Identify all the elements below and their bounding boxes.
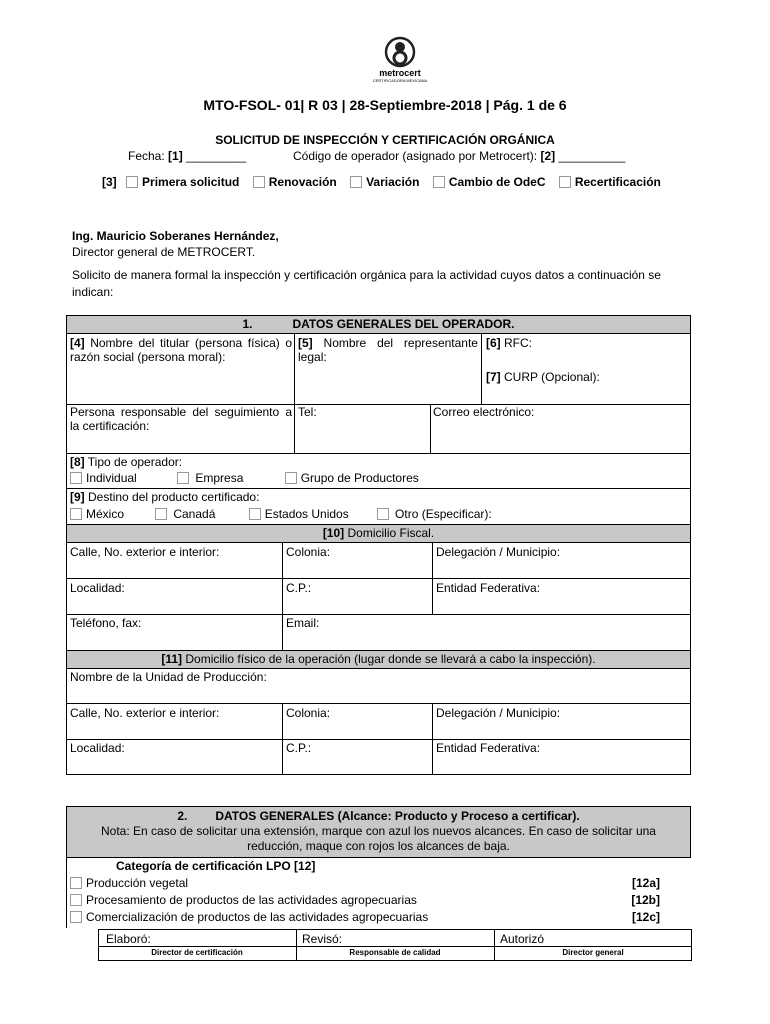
option-recertificacion[interactable] bbox=[559, 175, 661, 189]
fecha-label: Fecha: bbox=[128, 149, 165, 163]
section1-number: 1. bbox=[242, 317, 253, 331]
intro-text: Solicito de manera formal la inspección y certificación orgánica para la actividad cuyos datos a continuación se indican: bbox=[72, 268, 661, 299]
scope-item[interactable] bbox=[70, 876, 660, 890]
role-responsable-calidad: Responsable de calidad bbox=[349, 948, 441, 957]
fisico-cp[interactable]: C.P.: bbox=[286, 741, 312, 755]
option-label: Estados Unidos bbox=[264, 507, 349, 521]
scope-label: Producción vegetal bbox=[86, 876, 189, 890]
checkbox[interactable] bbox=[559, 176, 571, 188]
checkbox[interactable] bbox=[70, 877, 82, 889]
checkbox[interactable] bbox=[126, 176, 138, 188]
fecha-blank: _________ bbox=[186, 149, 247, 163]
checkbox[interactable] bbox=[70, 508, 82, 520]
section1-header bbox=[66, 315, 691, 334]
option-label: Grupo de Productores bbox=[300, 471, 419, 485]
field-correo[interactable]: Correo electrónico: bbox=[433, 405, 535, 419]
metrocert-logo bbox=[372, 36, 428, 86]
f9-ref: [9] bbox=[70, 490, 85, 504]
autorizo-label: Autorizó bbox=[500, 932, 545, 946]
fiscal-delegacion[interactable]: Delegación / Municipio: bbox=[436, 545, 561, 559]
option-label: Renovación bbox=[268, 175, 337, 189]
logo-tagline: CERTIFICADORA MEXICANA bbox=[372, 78, 428, 83]
reviso-label: Revisó: bbox=[302, 932, 343, 946]
fisico-delegacion[interactable]: Delegación / Municipio: bbox=[436, 706, 561, 720]
f11-label: Domicilio físico de la operación (lugar donde se llevará a cabo la inspección). bbox=[185, 652, 596, 666]
fiscal-entidad[interactable]: Entidad Federativa: bbox=[436, 581, 541, 595]
f4-label: Nombre del titular (persona física) o razón social (persona moral): bbox=[70, 336, 292, 364]
field-tipo-operador bbox=[70, 455, 182, 469]
addressee-role: Director general de METROCERT. bbox=[72, 245, 256, 259]
option-label: Cambio de OdeC bbox=[448, 175, 546, 189]
field-destino bbox=[70, 490, 259, 504]
checkbox[interactable] bbox=[249, 508, 261, 520]
checkbox[interactable] bbox=[253, 176, 265, 188]
checkbox[interactable] bbox=[433, 176, 445, 188]
f7-label: CURP (Opcional): bbox=[504, 370, 600, 384]
scope-label: Procesamiento de productos de las actividades agropecuarias bbox=[86, 893, 417, 907]
doc-header: MTO-FSOL- 01| R 03 | 28-Septiembre-2018 | Pág. 1 de 6 bbox=[203, 97, 567, 113]
option-otro[interactable] bbox=[377, 507, 492, 521]
f10-label: Domicilio Fiscal. bbox=[347, 526, 435, 540]
f5-label: Nombre del representante legal: bbox=[298, 336, 478, 364]
f11-ref: [11] bbox=[161, 652, 183, 666]
scope-item[interactable] bbox=[70, 910, 660, 924]
field-rfc[interactable] bbox=[486, 336, 532, 350]
field-responsable[interactable]: Persona responsable del seguimiento a la certificación: bbox=[70, 405, 292, 433]
request-ref: [3] bbox=[102, 175, 117, 189]
option-label: Variación bbox=[366, 175, 420, 189]
option-variacion[interactable] bbox=[350, 175, 419, 189]
addressee-name: Ing. Mauricio Soberanes Hernández, bbox=[72, 229, 279, 243]
fiscal-colonia[interactable]: Colonia: bbox=[286, 545, 331, 559]
section1-title: DATOS GENERALES DEL OPERADOR. bbox=[292, 317, 515, 331]
role-director-certificacion: Director de certificación bbox=[151, 948, 243, 957]
f10-ref: [10] bbox=[322, 526, 345, 540]
codigo-field[interactable] bbox=[293, 149, 625, 163]
scope-ref: [12b] bbox=[631, 893, 660, 907]
option-label: Individual bbox=[86, 471, 137, 485]
elaboro-label: Elaboró: bbox=[106, 932, 151, 946]
option-mexico[interactable] bbox=[70, 507, 152, 521]
checkbox[interactable] bbox=[70, 911, 82, 923]
option-cambio-odec[interactable] bbox=[433, 175, 546, 189]
f8-ref: [8] bbox=[70, 455, 85, 469]
section2-note: Nota: En caso de solicitar una extensión, marque con azul los nuevos alcances. En caso de solicitar una reducción, maque con rojos los alcances de baja. bbox=[101, 824, 656, 853]
codigo-label: Código de operador (asignado por Metrocert): bbox=[293, 149, 538, 163]
checkbox[interactable] bbox=[70, 894, 82, 906]
option-label: Empresa bbox=[195, 471, 244, 485]
f5-ref: [5] bbox=[298, 336, 313, 350]
fisico-calle[interactable]: Calle, No. exterior e interior: bbox=[70, 706, 220, 720]
checkbox[interactable] bbox=[70, 472, 82, 484]
option-grupo[interactable] bbox=[285, 471, 419, 485]
checkbox[interactable] bbox=[285, 472, 297, 484]
option-label: México bbox=[86, 507, 125, 521]
option-label: Primera solicitud bbox=[142, 175, 240, 189]
category-title: Categoría de certificación LPO [12] bbox=[116, 859, 316, 873]
f4-ref: [4] bbox=[70, 336, 85, 350]
destinations bbox=[70, 507, 492, 521]
scope-label: Comercialización de productos de las actividades agropecuarias bbox=[86, 910, 429, 924]
option-primera[interactable] bbox=[126, 175, 239, 189]
fisico-colonia[interactable]: Colonia: bbox=[286, 706, 331, 720]
fecha-field[interactable] bbox=[128, 149, 246, 163]
option-canada[interactable] bbox=[155, 507, 245, 521]
option-eu[interactable] bbox=[249, 507, 374, 521]
role-director-general: Director general bbox=[562, 948, 624, 957]
checkbox[interactable] bbox=[350, 176, 362, 188]
field-tel[interactable]: Tel: bbox=[298, 405, 317, 419]
fecha-ref: [1] bbox=[168, 149, 183, 163]
codigo-blank: __________ bbox=[558, 149, 626, 163]
option-renovacion[interactable] bbox=[253, 175, 337, 189]
f6-label: RFC: bbox=[504, 336, 533, 350]
option-empresa[interactable] bbox=[177, 471, 281, 485]
codigo-ref: [2] bbox=[540, 149, 556, 163]
logo-name: metrocert bbox=[379, 68, 421, 78]
option-individual[interactable] bbox=[70, 471, 174, 485]
metrocert-logo-mark bbox=[382, 36, 418, 68]
fiscal-cp[interactable]: C.P.: bbox=[286, 581, 312, 595]
option-label: Otro (Especificar): bbox=[395, 507, 492, 521]
fisico-localidad[interactable]: Localidad: bbox=[70, 741, 125, 755]
section2-title: DATOS GENERALES (Alcance: Producto y Proceso a certificar). bbox=[215, 809, 580, 823]
f9-label: Destino del producto certificado: bbox=[88, 490, 260, 504]
f6-ref: [6] bbox=[486, 336, 501, 350]
section2-header bbox=[66, 806, 691, 858]
fiscal-telefono[interactable]: Teléfono, fax: bbox=[70, 616, 142, 630]
fiscal-email[interactable]: Email: bbox=[286, 616, 320, 630]
scope-ref: [12c] bbox=[631, 910, 660, 924]
fiscal-calle[interactable]: Calle, No. exterior e interior: bbox=[70, 545, 220, 559]
fisico-entidad[interactable]: Entidad Federativa: bbox=[436, 741, 541, 755]
option-label: Canadá bbox=[173, 507, 216, 521]
scope-item[interactable] bbox=[70, 893, 660, 907]
operator-types bbox=[70, 471, 419, 485]
field-titular[interactable] bbox=[70, 336, 292, 364]
fiscal-localidad[interactable]: Localidad: bbox=[70, 581, 125, 595]
field-curp[interactable] bbox=[486, 370, 600, 384]
checkbox[interactable] bbox=[377, 508, 389, 520]
option-label: Recertificación bbox=[574, 175, 661, 189]
checkbox[interactable] bbox=[177, 472, 189, 484]
scope-ref: [12a] bbox=[631, 876, 660, 890]
f8-label: Tipo de operador: bbox=[87, 455, 183, 469]
request-types bbox=[102, 175, 661, 189]
unidad-produccion[interactable]: Nombre de la Unidad de Producción: bbox=[70, 670, 267, 684]
domicilio-fisico-header bbox=[66, 650, 691, 669]
f7-ref: [7] bbox=[486, 370, 501, 384]
checkbox[interactable] bbox=[155, 508, 167, 520]
domicilio-fiscal-header bbox=[66, 524, 691, 543]
form-title: SOLICITUD DE INSPECCIÓN Y CERTIFICACIÓN ORGÁNICA bbox=[215, 133, 555, 147]
section2-number: 2. bbox=[177, 809, 188, 823]
field-representante[interactable] bbox=[298, 336, 478, 364]
